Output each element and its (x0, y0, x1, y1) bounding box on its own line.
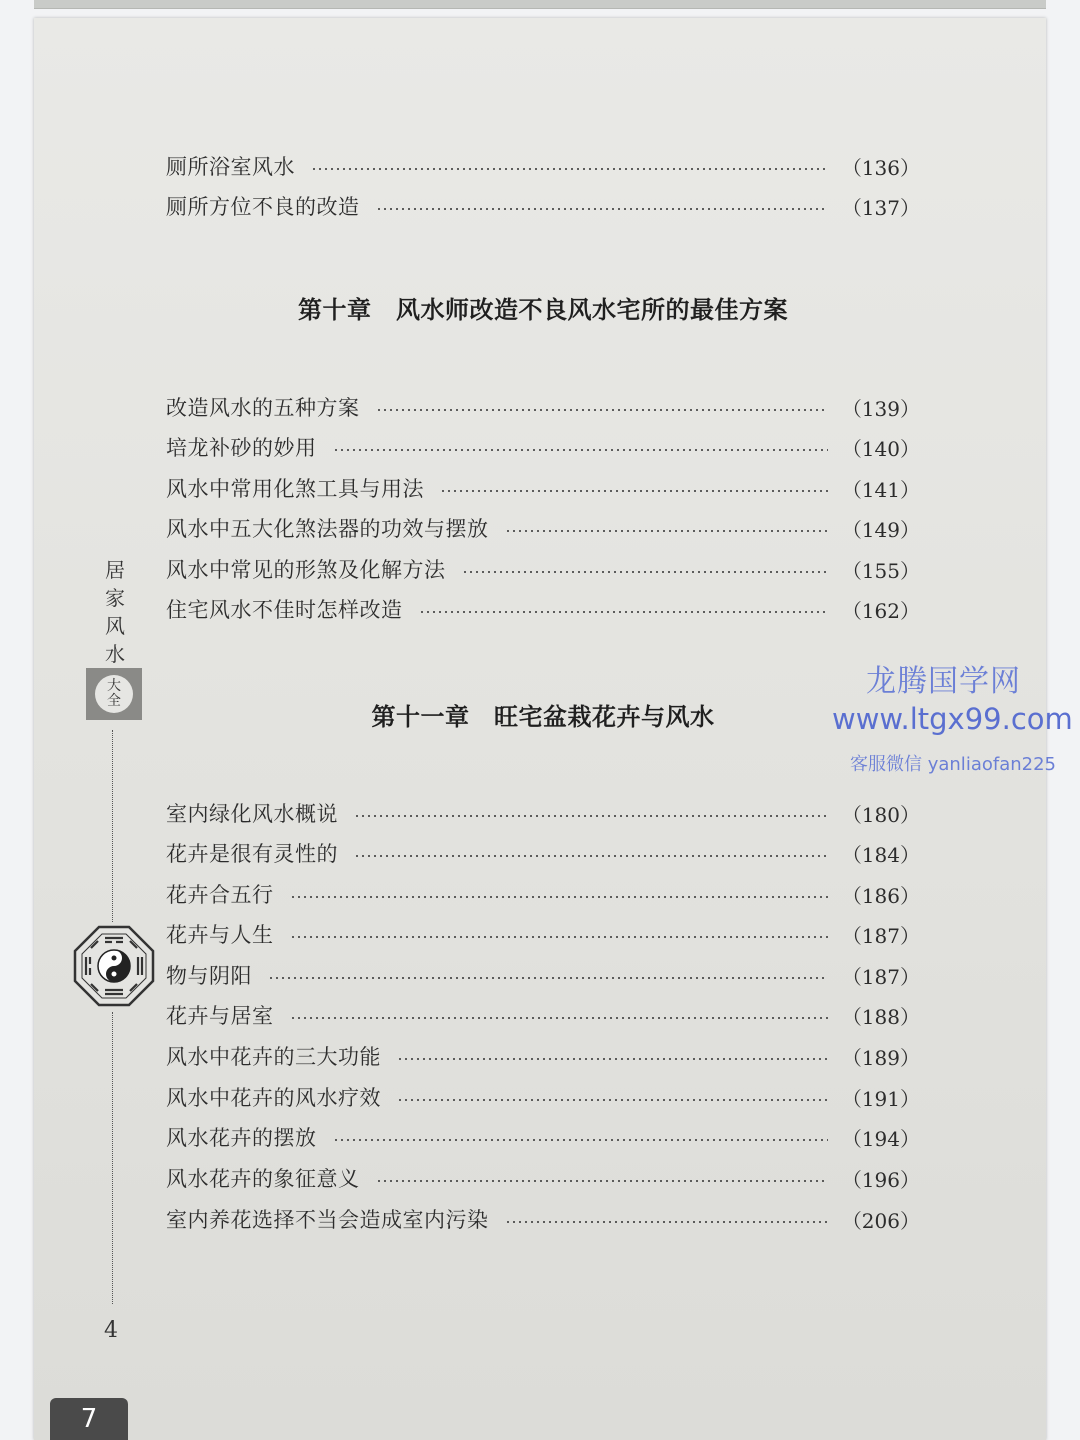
toc-entry (166, 798, 920, 828)
toc-entry (166, 919, 920, 949)
toc-entry-title: 室内绿化风水概说 (166, 802, 338, 826)
toc-entry-page: （187） (841, 964, 920, 989)
badge-circle (95, 675, 133, 713)
toc-leader-dots (376, 208, 828, 210)
side-title-badge (86, 668, 142, 720)
toc-entry (166, 1204, 920, 1234)
toc-leader-dots (376, 409, 828, 411)
toc-entry-page: （187） (841, 923, 920, 948)
toc-entry-title: 培龙补砂的妙用 (166, 436, 317, 460)
toc-entry-page: （184） (841, 842, 920, 867)
toc-leader-dots (290, 896, 828, 898)
toc-entry-page: （162） (841, 598, 920, 623)
side-title-char: 家 (105, 586, 125, 610)
toc-leader-dots (397, 1099, 828, 1101)
toc-entry-title: 风水中常见的形煞及化解方法 (166, 558, 446, 582)
toc-entry (166, 432, 920, 462)
toc-entry-title: 物与阴阳 (166, 964, 252, 988)
toc-entry (166, 191, 920, 221)
toc-entry (166, 1122, 920, 1152)
toc-entry-title: 室内养花选择不当会造成室内污染 (166, 1208, 489, 1232)
toc-entry-title: 风水中五大化煞法器的功效与摆放 (166, 517, 489, 541)
toc-entry (166, 1000, 920, 1030)
toc-entry-title: 风水花卉的摆放 (166, 1126, 317, 1150)
watermark-name: 龙腾国学网 (866, 664, 1021, 699)
toc-entry (166, 151, 920, 181)
toc-entry-title: 住宅风水不佳时怎样改造 (166, 598, 403, 622)
toc-leader-dots (354, 815, 828, 817)
toc-entry (166, 554, 920, 584)
toc-entry-page: （136） (841, 155, 920, 180)
toc-entry (166, 513, 920, 543)
toc-entry-title: 风水中常用化煞工具与用法 (166, 477, 424, 501)
toc-entry-title: 花卉与居室 (166, 1004, 274, 1028)
toc-entry-page: （206） (841, 1208, 920, 1233)
badge-char: 大 (107, 678, 121, 694)
toc-entry (166, 838, 920, 868)
toc-leader-dots (354, 855, 828, 857)
toc-leader-dots (440, 490, 828, 492)
toc-leader-dots (505, 1221, 828, 1223)
bagua-icon (72, 924, 156, 1008)
toc-entry-page: （180） (841, 802, 920, 827)
toc-entry-page: （137） (841, 195, 920, 220)
toc-leader-dots (268, 977, 828, 979)
chapter-heading: 第十章 风水师改造不良风水宅所的最佳方案 (298, 295, 788, 324)
side-dotted-line (112, 1012, 113, 1304)
toc-leader-dots (419, 611, 828, 613)
watermark-url: www.ltgx99.com (832, 702, 1073, 736)
toc-entry-title: 风水中花卉的三大功能 (166, 1045, 381, 1069)
toc-entry-title: 厕所浴室风水 (166, 155, 295, 179)
chapter-heading: 第十一章 旺宅盆栽花卉与风水 (371, 702, 715, 731)
previous-page-edge (34, 0, 1046, 9)
toc-leader-dots (290, 1017, 828, 1019)
toc-entry (166, 1041, 920, 1071)
toc-entry-title: 改造风水的五种方案 (166, 396, 360, 420)
toc-entry-title: 风水花卉的象征意义 (166, 1167, 360, 1191)
side-title-char: 居 (105, 558, 125, 582)
toc-entry-title: 厕所方位不良的改造 (166, 195, 360, 219)
toc-entry-title: 花卉是很有灵性的 (166, 842, 338, 866)
toc-entry-title: 风水中花卉的风水疗效 (166, 1086, 381, 1110)
toc-entry-page: （191） (841, 1086, 920, 1111)
toc-entry (166, 1163, 920, 1193)
toc-entry-page: （194） (841, 1126, 920, 1151)
toc-entry-title: 花卉与人生 (166, 923, 274, 947)
toc-entry-page: （186） (841, 883, 920, 908)
toc-leader-dots (462, 571, 828, 573)
toc-entry (166, 594, 920, 624)
book-page-number: 4 (104, 1318, 118, 1343)
toc-entry-page: （196） (841, 1167, 920, 1192)
toc-leader-dots (333, 1139, 828, 1141)
toc-leader-dots (505, 530, 828, 532)
toc-entry-title: 花卉合五行 (166, 883, 274, 907)
side-title-char: 水 (105, 642, 125, 666)
watermark-contact: 客服微信 yanliaofan225 (850, 754, 1056, 775)
toc-entry-page: （139） (841, 396, 920, 421)
toc-entry-page: （189） (841, 1045, 920, 1070)
side-dotted-line (112, 730, 113, 922)
toc-entry-page: （141） (841, 477, 920, 502)
toc-entry-page: （149） (841, 517, 920, 542)
toc-leader-dots (376, 1180, 828, 1182)
toc-leader-dots (333, 449, 828, 451)
toc-entry (166, 473, 920, 503)
toc-entry (166, 1082, 920, 1112)
toc-entry (166, 879, 920, 909)
toc-leader-dots (311, 168, 828, 170)
toc-entry-page: （140） (841, 436, 920, 461)
toc-entry (166, 960, 920, 990)
side-title-char: 风 (105, 614, 125, 638)
badge-char: 全 (107, 693, 121, 709)
toc-entry-page: （155） (841, 558, 920, 583)
viewer-page-indicator: 7 (50, 1398, 128, 1440)
toc-leader-dots (397, 1058, 828, 1060)
book-side-title (98, 556, 132, 668)
toc-entry-page: （188） (841, 1004, 920, 1029)
toc-entry (166, 392, 920, 422)
toc-leader-dots (290, 936, 828, 938)
